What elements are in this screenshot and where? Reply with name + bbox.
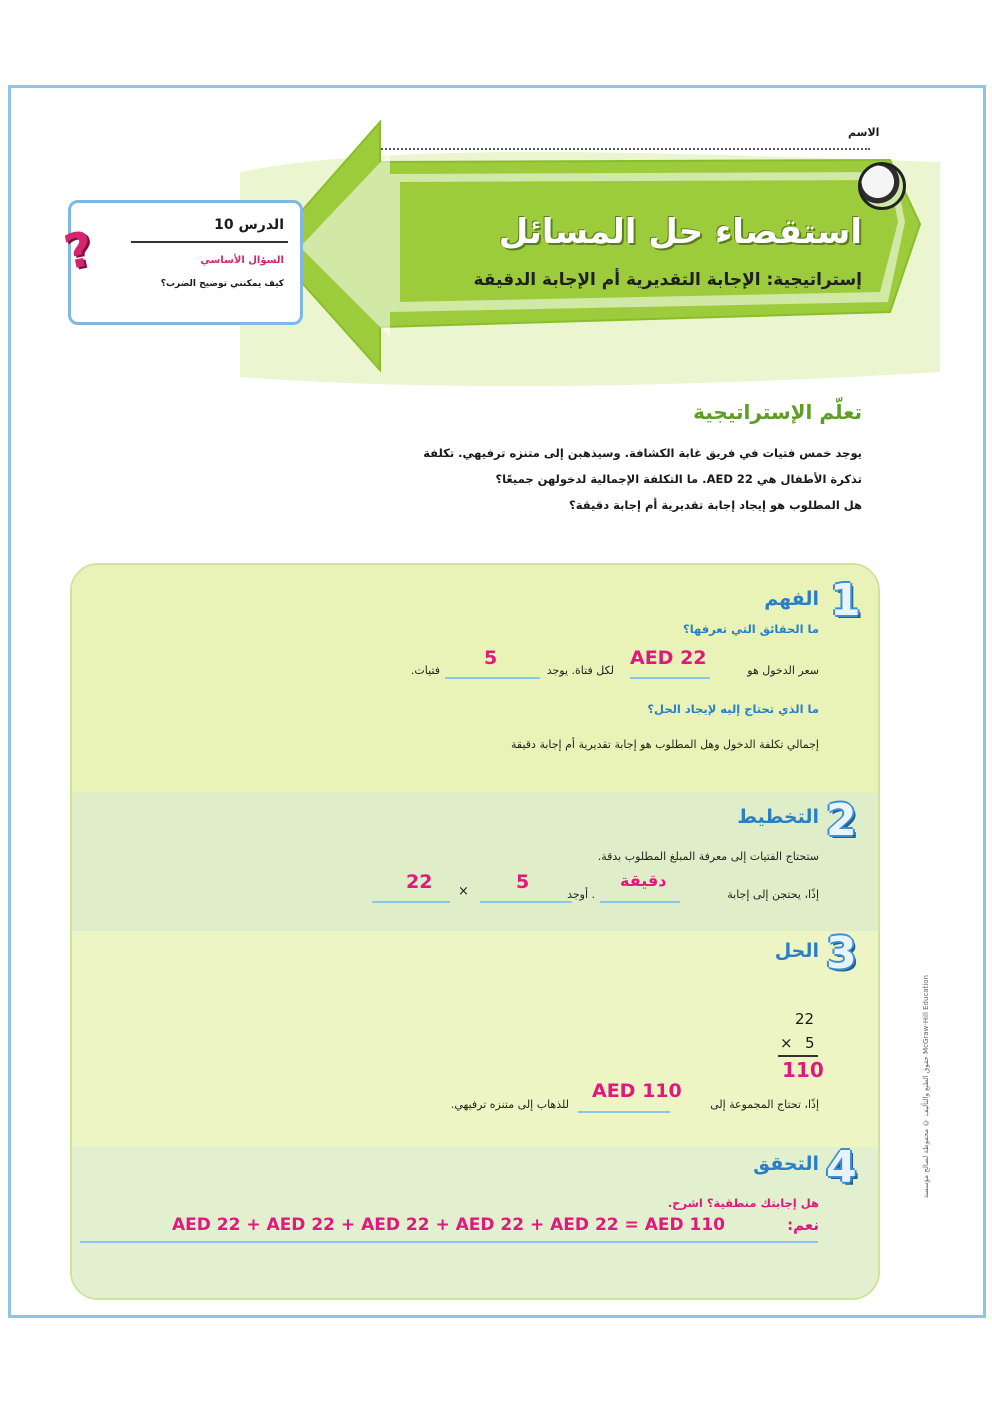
girls-count-answer: 5 [484,647,498,669]
lesson-card [59,200,303,325]
step-2-line-1: ستحتاج الفتيات إلى معرفة المبلغ المطلوب بدقة. [597,850,819,863]
step-2-line-2a: إذًا، يحتجن إلى إجابة [727,888,819,901]
step-1-number: 1 [830,575,861,626]
globe-icon [858,162,906,210]
learn-line-1: يوجد خمس فتيات في فريق غابة الكشافة. وسيذهبن إلى متنزه ترفيهي. تكلفة [423,446,862,460]
step-1-title: الفهم [764,588,819,610]
answer-type-blank[interactable] [600,901,680,903]
step-3-line-1b: للذهاب إلى متنزه ترفيهي. [450,1098,569,1111]
step-3-line-1a: إذًا، تحتاج المجموعة إلى [710,1098,819,1111]
step-4-answer: AED 22 + AED 22 + AED 22 + AED 22 + AED 22 = AED 110 [172,1215,725,1235]
math-result: 110 [782,1058,824,1082]
total-cost-blank[interactable] [578,1111,670,1113]
learn-line-2: تذكرة الأطفال هي AED 22. ما التكلفة الإجمالية لدخولهن جميعًا؟ [495,472,862,486]
step-4-number: 4 [826,1142,857,1193]
girls-count-blank[interactable] [445,677,540,679]
factor-1-blank[interactable] [480,901,572,903]
page-subtitle: إستراتيجية: الإجابة التقديرية أم الإجابة الدقيقة [473,270,862,290]
factor-2-blank[interactable] [372,901,450,903]
step-4-title: التحقق [753,1153,819,1175]
factor-1-answer: 5 [516,871,530,893]
lesson-divider [131,241,288,243]
step-2-title: التخطيط [737,806,819,828]
step-4-yes-label: نعم: [787,1216,819,1234]
total-cost-answer: AED 110 [592,1080,682,1102]
page-title: استقصاء حل المسائل [498,212,862,252]
title-arrow-banner [240,112,940,412]
essential-question-label: السؤال الأساسي [200,255,284,266]
step-2-number: 2 [826,795,857,846]
math-middle-number: 5 [805,1034,815,1052]
learn-line-3: هل المطلوب هو إيجاد إجابة تقديرية أم إجابة دقيقة؟ [569,498,862,512]
step-3-band [72,931,878,1147]
lesson-label: الدرس 10 [214,217,284,233]
step-1-line-1b: لكل فتاة. يوجد [546,664,614,677]
step-1-line-1c: فتيات. [410,664,440,677]
entry-fee-blank[interactable] [630,677,710,679]
entry-fee-answer: AED 22 [630,647,707,669]
step-1-line-1a: سعر الدخول هو [747,664,819,677]
essential-question-text: كيف يمكنني توضيح الضرب؟ [160,279,284,289]
step-1-band [72,565,878,793]
step-1-question-1: ما الحقائق التي تعرفها؟ [683,622,819,636]
times-sign: × [458,884,469,899]
question-mark-icon: ? [59,220,99,282]
step-3-number: 3 [826,928,857,979]
step-4-question: هل إجابتك منطقية؟ اشرح. [667,1196,819,1210]
step-2-line-2b: . أوجد [567,888,595,901]
copyright-note: حقوق الطبع والتأليف © محفوظة لصالح مؤسسة McGraw-Hill Education [922,975,930,1199]
name-label: الاسم [848,126,880,139]
answer-type-answer: دقيقة [620,871,667,890]
math-top-number: 22 [795,1010,815,1028]
learn-strategy-heading: تعلّم الإستراتيجية [693,400,862,424]
step-1-question-2: ما الذي تحتاج إليه لإيجاد الحل؟ [647,702,819,716]
step-4-answer-line[interactable] [80,1241,818,1243]
math-operator: × [780,1034,793,1052]
step-3-title: الحل [774,940,819,962]
factor-2-answer: 22 [406,871,433,893]
step-1-line-2: إجمالي تكلفة الدخول وهل المطلوب هو إجابة تقديرية أم إجابة دقيقة [511,738,819,751]
math-rule [778,1055,818,1057]
